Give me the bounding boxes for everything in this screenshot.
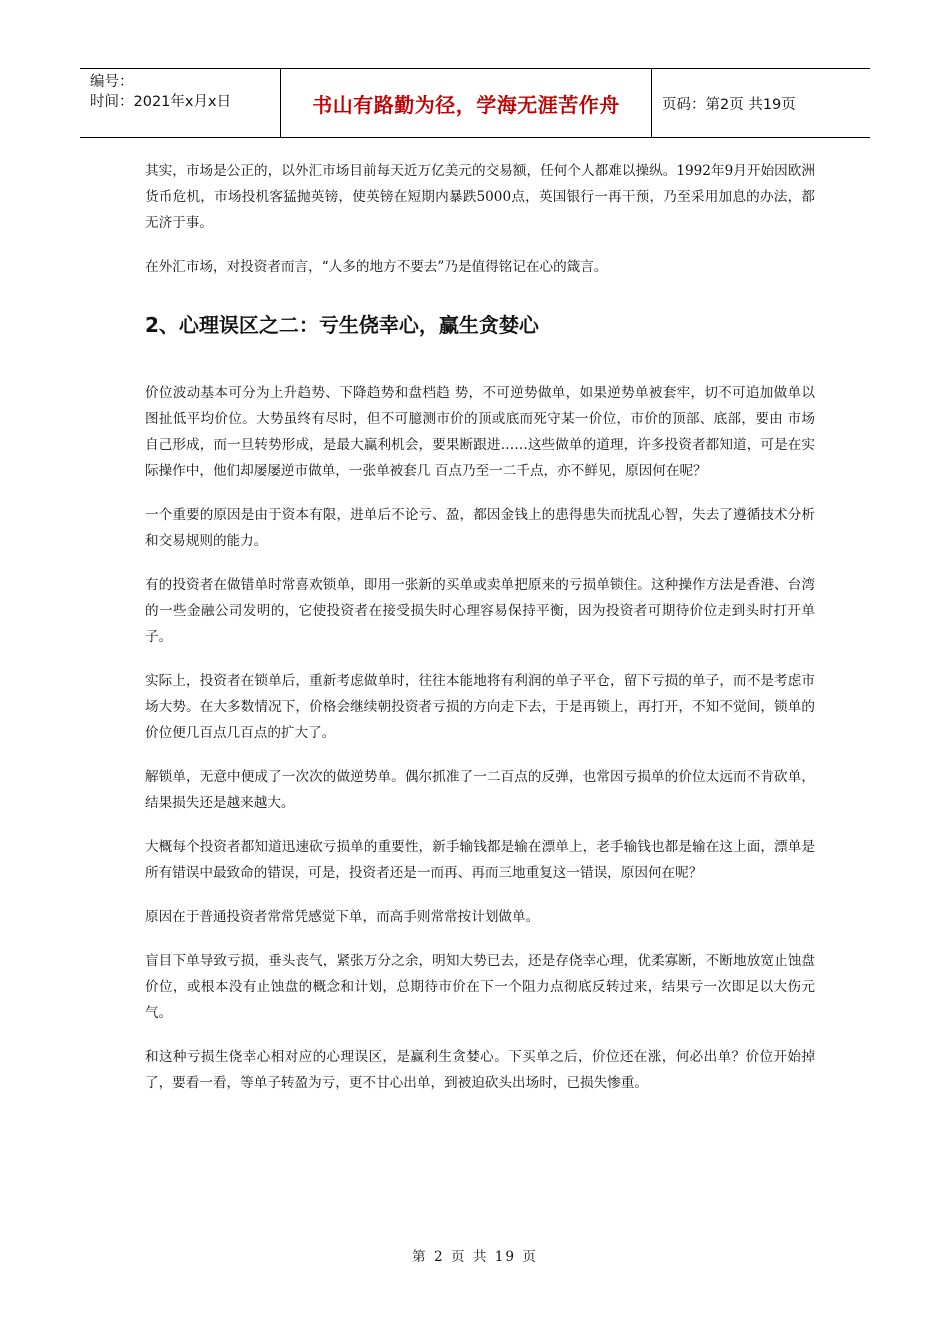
paragraph: 和这种亏损生侥幸心相对应的心理误区，是赢利生贪婪心。下买单之后，价位还在涨，何必出单？价位开始掉了，要看一看，等单子转盈为亏，更不甘心出单，到被迫砍头出场时，已损失惨重。 <box>145 1049 815 1091</box>
paragraph: 大概每个投资者都知道迅速砍亏损单的重要性，新手输钱都是输在漂单上，老手输钱也都是输在这上面，漂单是所有错误中最致命的错误，可是，投资者还是一而再、再而三地重复这一错误，原因何在呢？ <box>145 839 815 881</box>
paragraph: 实际上，投资者在锁单后，重新考虑做单时，往往本能地将有利润的单子平仓，留下亏损的单子，而不是考虑市场大势。在大多数情况下，价格会继续朝投资者亏损的方向走下去，于是再锁上，再打开，不知不觉间，锁单的价位便几百点几百点的扩大了。 <box>145 673 815 741</box>
header-page-info: 页码：第2页 共19页 <box>662 96 796 113</box>
header-meta <box>80 69 281 137</box>
page-header <box>80 68 870 138</box>
paragraph: 原因在于普通投资者常常凭感觉下单，而高手则常常按计划做单。 <box>145 909 540 925</box>
document-body <box>145 158 815 1114</box>
page-footer: 第 2 页 共 19 页 <box>412 1249 538 1265</box>
paragraph: 一个重要的原因是由于资本有限，进单后不论亏、盈，都因金钱上的患得患失而扰乱心智，失去了遵循技术分析和交易规则的能力。 <box>145 507 815 549</box>
document-date-label: 时间：2021年x月x日 <box>90 94 232 110</box>
document-number-label: 编号： <box>90 74 134 90</box>
paragraph: 盲目下单导致亏损，垂头丧气，紧张万分之余，明知大势已去，还是存侥幸心理，优柔寡断，不断地放宽止蚀盘价位，或根本没有止蚀盘的概念和计划，总期待市价在下一个阻力点彻底反转过来，结果亏一次即足以大伤元气。 <box>145 953 815 1021</box>
paragraph: 在外汇市场，对投资者而言，“人多的地方不要去”乃是值得铭记在心的箴言。 <box>145 259 608 275</box>
section-heading: 2、心理误区之二：亏生侥幸心，赢生贪婪心 <box>145 313 539 337</box>
paragraph: 有的投资者在做错单时常喜欢锁单，即用一张新的买单或卖单把原来的亏损单锁住。这种操作方法是香港、台湾的一些金融公司发明的，它使投资者在接受损失时心理容易保持平衡，因为投资者可期待价位走到头时打开单子。 <box>145 577 815 645</box>
paragraph: 价位波动基本可分为上升趋势、下降趋势和盘档趋 势，不可逆势做单，如果逆势单被套牢，切不可追加做单以图扯低平均价位。大势虽终有尽时，但不可臆测市价的顶或底而死守某一价位，市价的顶部、底部，要由 市场自己形成，而一旦转势形成，是最大赢利机会，要果断跟进……这些做单的道理，许多投资者都知道，可是在实际操作中，他们却屡屡逆市做单，一张单被套几 百点乃至一二千点，亦不鲜见，原因何在呢？ <box>145 385 815 479</box>
header-motto: 书山有路勤为径，学海无涯苦作舟 <box>281 69 652 137</box>
paragraph: 其实，市场是公正的，以外汇市场目前每天近万亿美元的交易额，任何个人都难以操纵。1992年9月开始因欧洲货币危机，市场投机客猛抛英镑，使英镑在短期内暴跌5000点，英国银行一再干预，乃至采用加息的办法，都无济于事。 <box>145 163 815 231</box>
paragraph: 解锁单，无意中便成了一次次的做逆势单。偶尔抓准了一二百点的反弹，也常因亏损单的价位太远而不肯砍单，结果损失还是越来越大。 <box>145 769 815 811</box>
